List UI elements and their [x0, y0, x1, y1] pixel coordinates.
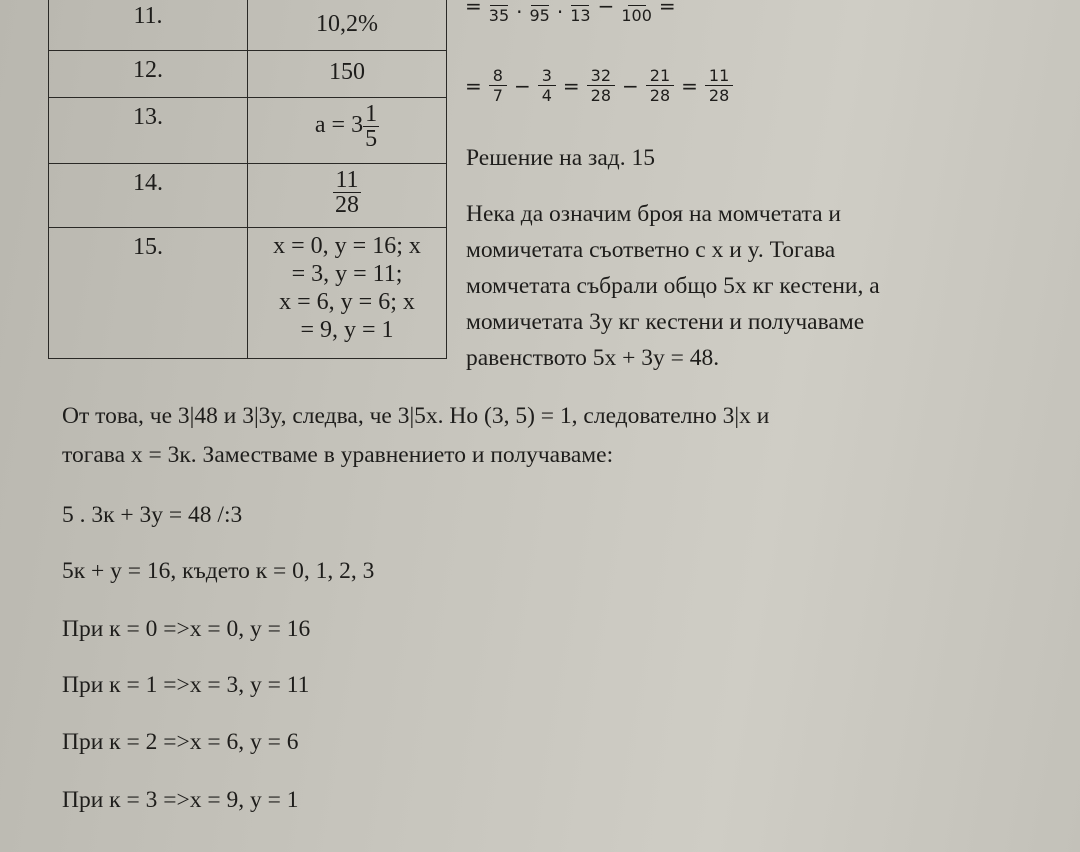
equation-2: 5к + y = 16, където к = 0, 1, 2, 3: [62, 558, 375, 584]
problem-number: 14.: [49, 164, 248, 228]
problem-number: 12.: [49, 51, 248, 98]
fraction: 95: [529, 0, 549, 25]
fraction-denominator: 28: [334, 192, 359, 218]
fraction: [333, 168, 360, 217]
answer-line: x = 0, y = 16; x: [273, 233, 421, 259]
table-row: [49, 164, 447, 228]
table-row: [49, 228, 447, 359]
calculation-line-1: = 35 . 95 . 13 − 100 =: [462, 0, 679, 25]
solution-paragraph-2: [62, 397, 769, 475]
problem-answer: [248, 228, 447, 359]
case-line: При к = 3 =>x = 9, y = 1: [62, 787, 299, 813]
text-line: момичетата съответно с x и y. Тогава: [466, 237, 836, 263]
fraction-numerator: 11: [335, 167, 359, 193]
problem-number: 15.: [49, 228, 248, 359]
text-line: равенството 5x + 3y = 48.: [466, 345, 720, 371]
fraction: 13: [570, 0, 590, 25]
fraction-denominator: 5: [365, 126, 378, 152]
equation-1: 5 . 3к + 3y = 48 /:3: [62, 502, 243, 528]
case-line: При к = 0 =>x = 0, y = 16: [62, 616, 311, 642]
problem-answer: [248, 164, 447, 228]
fraction: 100: [621, 0, 652, 25]
problem-answer: [248, 98, 447, 164]
problem-answer: 10,2%: [248, 0, 447, 51]
problem-answer: 150: [248, 51, 447, 98]
calculation-line-2: = $\frac{8}{7}$ − $\frac{3}{4}$ = $\frac{32}{28}$ − $\frac{21}{28}$ = $\frac{11}{28}$: [462, 66, 737, 105]
answer-table: [48, 0, 447, 359]
table-row: [49, 0, 447, 51]
fraction-numerator: 1: [365, 101, 378, 127]
table-row: [49, 98, 447, 164]
mixed-fraction: [363, 102, 379, 151]
answer-prefix: a = 3: [314, 112, 364, 139]
text-line: момчетата събрали общо 5x кг кестени, а: [466, 273, 880, 299]
solution-heading: Решение на зад. 15: [466, 145, 655, 171]
table-row: [49, 51, 447, 98]
answer-line: = 3, y = 11;: [291, 261, 403, 287]
case-line: При к = 1 =>x = 3, y = 11: [62, 672, 310, 698]
text-line: От това, че 3|48 и 3|3y, следва, че 3|5x. Но (3, 5) = 1, следователно 3|x и: [62, 403, 770, 429]
text-line: тогава x = 3к. Заместваме в уравнението и получаваме:: [62, 442, 614, 468]
text-line: момичетата 3y кг кестени и получаваме: [466, 309, 865, 335]
answer-line: = 9, y = 1: [300, 317, 394, 343]
fraction: 35: [489, 0, 509, 25]
problem-number: 13.: [49, 98, 248, 164]
problem-number: 11.: [49, 0, 248, 51]
answer-line: x = 6, y = 6; x: [279, 289, 415, 315]
case-line: При к = 2 =>x = 6, y = 6: [62, 729, 299, 755]
solution-paragraph-1: [466, 196, 880, 376]
text-line: Нека да означим броя на момчетата и: [466, 201, 841, 227]
